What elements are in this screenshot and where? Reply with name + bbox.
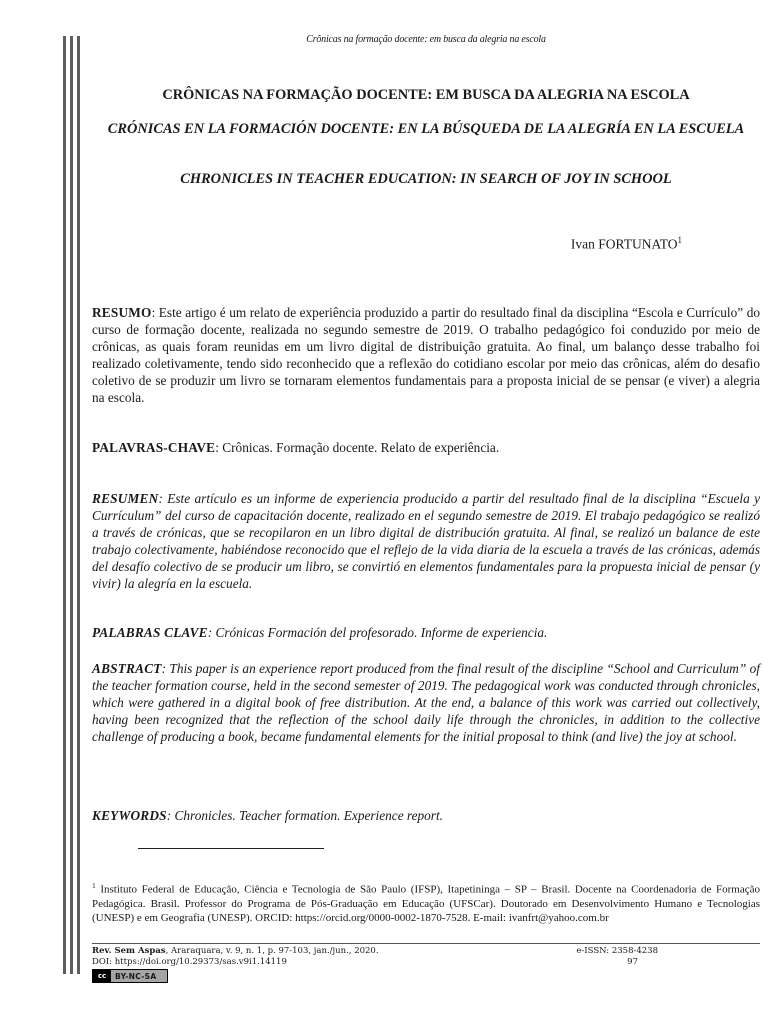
title-portuguese: CRÔNICAS NA FORMAÇÃO DOCENTE: EM BUSCA DA ALEGRIA NA ESCOLA [162,87,690,103]
palabras-clave-paragraph [92,624,760,641]
license-text: BY-NC-SA [115,971,157,981]
palavras-chave-paragraph [92,439,760,456]
author-footnote-mark[interactable]: 1 [677,235,682,245]
author-name: Ivan FORTUNATO [570,236,678,252]
keywords-paragraph [92,807,760,824]
journal-name: Rev. Sem Aspas [92,946,166,956]
margin-bar [77,36,80,974]
keywords-label: KEYWORDS [92,808,167,823]
abstract-label: ABSTRACT [92,661,162,676]
citation-text: , Araraquara, v. 9, n. 1, p. 97-103, jan./jun., 2020. [165,946,379,956]
palabras-clave-label: PALABRAS CLAVE [92,625,208,640]
footnote-text: Instituto Federal de Educação, Ciência e Tecnologia de São Paulo (IFSP), Itapetininga – SP – Brasil. Docente na Coordenadoria de Formação Pedagógica. Brasil. Professor do Programa de Pós-Graduação em Educação (UFSCar). Doutorado em Desenvolvimento Humano e Tecnologias (UNESP) e em Geografia (UNESP). ORCID: https://orcid.org/0000-0002-1870-7528. E-mail: ivanfrt@yahoo.com.br [92,883,760,924]
author [571,235,682,253]
resumen-paragraph [92,490,760,592]
footnote-mark: 1 [92,881,96,890]
resumo-text: : Este artigo é um relato de experiência produzido a partir do resultado final da disciplina “Escola e Currículo” do curso de formação docente, realizada no segundo semestre de 2019. O trabalho pedagógico foi conduzido por meio de crônicas, as quais foram reunidas em um livro digital de distribuição gratuita. Ao final, um balanço desse trabalho foi realizado coletivamente, tendo sido reconhecido que a reflexão do cotidiano escolar por meio das crônicas, além do desafio coletivo de se produzir um livro se tornaram elementos fundamentais para a proposta inicial de se pensar (e viver) a alegria na escola. [92,305,760,405]
resumen-label: RESUMEN [92,491,159,506]
resumen-text: : Este artículo es un informe de experiencia producido a partir del resultado final de la disciplina “Escuela y Currículum” del curso de capacitación docente, realizado en el segundo semestre de 2019. El trabajo pedagógico se realizó a través de crónicas, que se recopilaron en un libro digital de distribución gratuita. Al final, se realizó un balance de este trabajo colectivamente, habiéndose reconocido que el reflejo de la vida diaria de la escuela a través de las crónicas, además del desafío colectivo de se producir um libro, se convirtió en elementos fundamentales para la propuesta inicial de pensar (y vivir) la alegría en la escuela. [92,491,760,591]
keywords-text: : Chronicles. Teacher formation. Experience report. [166,808,444,823]
page-number: 97 [627,957,638,967]
running-head: Crônicas na formação docente: em busca da alegria na escola [306,34,546,45]
footnote-divider [138,848,324,849]
margin-bar [70,36,73,974]
abstract-paragraph [92,660,760,745]
palavras-chave-text: : Crônicas. Formação docente. Relato de experiência. [215,440,500,455]
footnote [92,879,760,925]
margin-bar [63,36,66,974]
palabras-clave-text: : Crónicas Formación del profesorado. Informe de experiencia. [207,625,548,640]
resumo-label: RESUMO [92,305,152,320]
doi-link[interactable]: DOI: https://doi.org/10.29373/sas.v9i1.14119 [92,957,287,967]
title-spanish: CRÓNICAS EN LA FORMACIÓN DOCENTE: EN LA BÚSQUEDA DE LA ALEGRÍA EN LA ESCUELA [107,121,745,137]
title-english: CHRONICLES IN TEACHER EDUCATION: IN SEARCH OF JOY IN SCHOOL [180,171,672,187]
footer-citation [92,946,379,968]
palavras-chave-label: PALAVRAS-CHAVE [92,440,216,455]
footer-divider [92,943,760,944]
abstract-text: : This paper is an experience report produced from the final result of the discipline “School and Curriculum” of the teacher formation course, held in the second semester of 2019. The pedagogical work was conducted through chronicles, which were gathered in a digital book of free distribution. At the end, a balance of this work was carried out collectively, having been recognized that the reflection of the school daily life through the chronicles, in addition to the collective challenge of producing a book, became fundamental elements for the initial proposal to think (and live) the joy at school. [92,661,760,744]
resumo-paragraph [92,304,760,406]
creative-commons-icon: cc [93,970,111,982]
license-badge[interactable] [92,969,168,983]
issn: e-ISSN: 2358-4238 [576,946,658,956]
